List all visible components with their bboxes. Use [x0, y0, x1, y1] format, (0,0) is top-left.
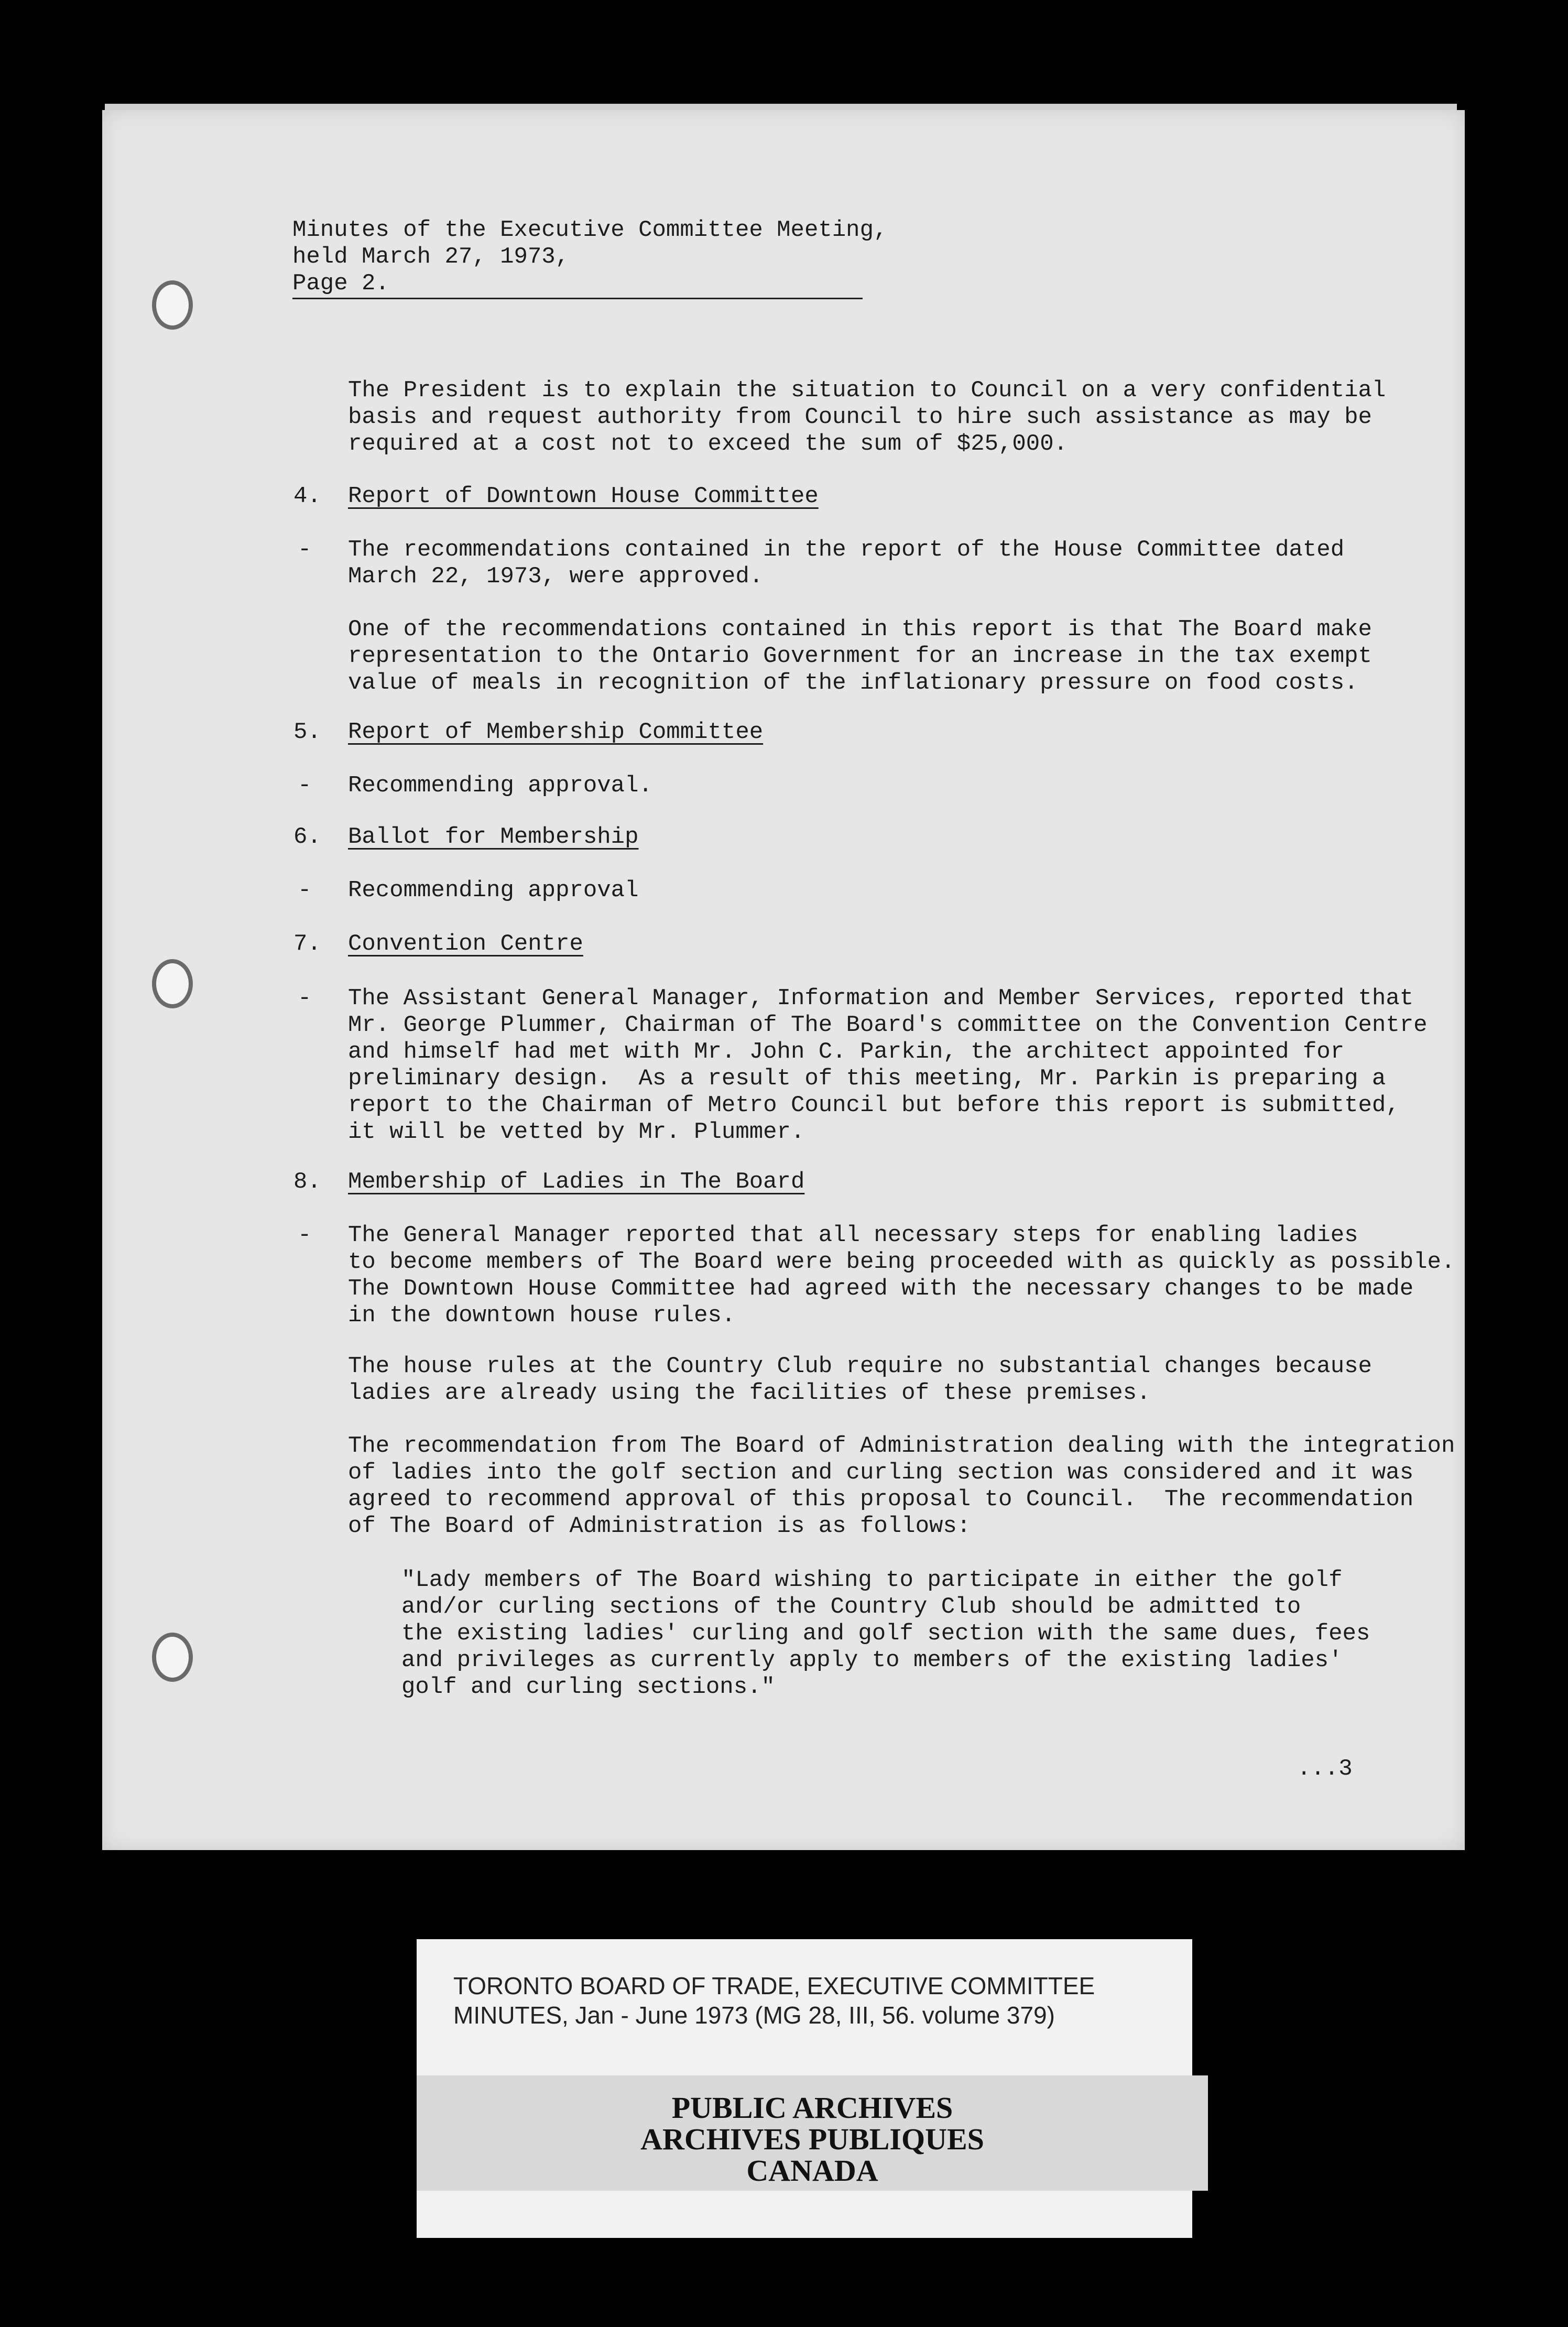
stamp-line-1: PUBLIC ARCHIVES — [671, 2091, 953, 2125]
paragraph-line: The recommendations contained in the report of the House Committee dated — [348, 537, 1345, 563]
header-line-1: Minutes of the Executive Committee Meeting, — [292, 217, 888, 243]
paragraph-line: preliminary design. As a result of this meeting, Mr. Parkin is preparing a — [348, 1065, 1386, 1092]
header-line-2: held March 27, 1973, — [292, 244, 570, 270]
paragraph-line: The house rules at the Country Club require no substantial changes because — [348, 1353, 1372, 1379]
stamp-line-3: CANADA — [746, 2154, 878, 2188]
item-dash: - — [298, 1222, 312, 1248]
item-dash: - — [298, 985, 312, 1012]
archives-stamp — [417, 2075, 1208, 2191]
item-number: 5. — [293, 719, 321, 745]
paragraph-line: The General Manager reported that all necessary steps for enabling ladies — [348, 1222, 1358, 1248]
item-dash: - — [298, 537, 312, 563]
quote-line: "Lady members of The Board wishing to participate in either the golf — [401, 1567, 1343, 1593]
item-dash: - — [298, 877, 312, 904]
paragraph-line: of The Board of Administration is as follows: — [348, 1513, 971, 1539]
paragraph-line: representation to the Ontario Government for an increase in the tax exempt — [348, 643, 1372, 669]
item-title: Report of Membership Committee — [348, 719, 764, 745]
paragraph-line: and himself had met with Mr. John C. Parkin, the architect appointed for — [348, 1039, 1345, 1065]
item-number: 8. — [293, 1169, 321, 1195]
item-number: 6. — [293, 824, 321, 850]
item-title: Convention Centre — [348, 931, 583, 957]
quote-line: and privileges as currently apply to members of the existing ladies' — [401, 1647, 1343, 1673]
archive-label-line-2: MINUTES, Jan - June 1973 (MG 28, III, 56. volume 379) — [453, 2002, 1055, 2029]
item-title: Ballot for Membership — [348, 824, 639, 850]
paragraph-line: to become members of The Board were being proceeded with as quickly as possible. — [348, 1249, 1455, 1275]
punch-hole — [152, 959, 193, 1008]
paragraph-line: it will be vetted by Mr. Plummer. — [348, 1119, 805, 1145]
paragraph-line: Recommending approval. — [348, 773, 652, 799]
continuation-marker: ...3 — [1297, 1756, 1353, 1782]
paragraph-line: One of the recommendations contained in this report is that The Board make — [348, 616, 1372, 643]
paragraph-line: The Assistant General Manager, Information and Member Services, reported that — [348, 985, 1414, 1012]
item-title: Membership of Ladies in The Board — [348, 1169, 805, 1195]
header-rule — [292, 298, 863, 299]
paragraph-line: Recommending approval — [348, 877, 639, 904]
quote-line: golf and curling sections." — [401, 1674, 775, 1700]
intro-line: required at a cost not to exceed the sum of $25,000. — [348, 431, 1068, 457]
paragraph-line: ladies are already using the facilities of these premises. — [348, 1380, 1151, 1406]
paragraph-line: in the downtown house rules. — [348, 1302, 736, 1329]
quote-line: the existing ladies' curling and golf section with the same dues, fees — [401, 1621, 1370, 1647]
quote-line: and/or curling sections of the Country Club should be admitted to — [401, 1594, 1301, 1620]
paragraph-line: of ladies into the golf section and curling section was considered and it was — [348, 1460, 1414, 1486]
punch-hole — [152, 280, 193, 330]
item-number: 4. — [293, 483, 321, 509]
archive-label-line-1: TORONTO BOARD OF TRADE, EXECUTIVE COMMITTEE — [453, 1972, 1095, 1999]
paragraph-line: The Downtown House Committee had agreed with the necessary changes to be made — [348, 1276, 1414, 1302]
header-line-3: Page 2. — [292, 270, 389, 297]
paragraph-line: report to the Chairman of Metro Council but before this report is submitted, — [348, 1092, 1400, 1118]
stamp-line-2: ARCHIVES PUBLIQUES — [640, 2122, 984, 2156]
paragraph-line: agreed to recommend approval of this proposal to Council. The recommendation — [348, 1486, 1414, 1513]
item-title: Report of Downtown House Committee — [348, 483, 819, 509]
paragraph-line: March 22, 1973, were approved. — [348, 563, 764, 590]
item-dash: - — [298, 773, 312, 799]
intro-line: The President is to explain the situation to Council on a very confidential — [348, 377, 1386, 404]
paragraph-line: Mr. George Plummer, Chairman of The Board's committee on the Convention Centre — [348, 1012, 1428, 1038]
punch-hole — [152, 1633, 193, 1682]
intro-line: basis and request authority from Council to hire such assistance as may be — [348, 404, 1372, 430]
paragraph-line: value of meals in recognition of the inflationary pressure on food costs. — [348, 670, 1358, 696]
item-number: 7. — [293, 931, 321, 957]
paragraph-line: The recommendation from The Board of Administration dealing with the integration — [348, 1433, 1455, 1459]
